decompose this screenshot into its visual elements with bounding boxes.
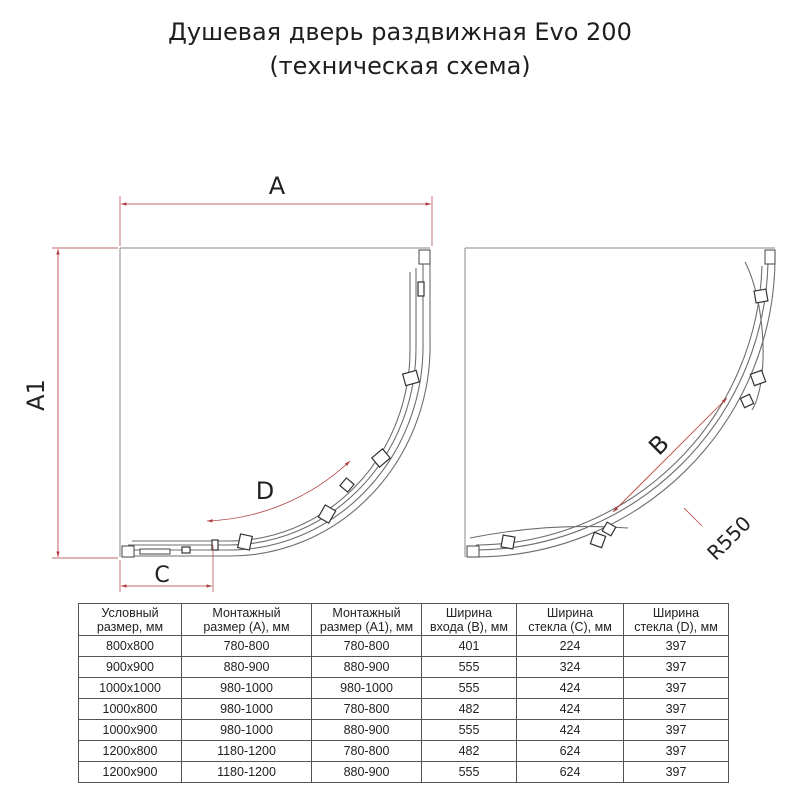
table-cell: 880-900 xyxy=(312,762,422,783)
left-bottom-hinge xyxy=(140,549,170,554)
table-cell: 900x900 xyxy=(79,657,182,678)
table-cell: 800x800 xyxy=(79,636,182,657)
dim-b-line xyxy=(613,398,727,512)
right-view xyxy=(465,248,775,565)
table-cell: 555 xyxy=(422,657,517,678)
table-cell: 624 xyxy=(517,762,624,783)
table-cell: 1180-1200 xyxy=(182,741,312,762)
table-row xyxy=(79,657,729,678)
table-cell: 1000x900 xyxy=(79,720,182,741)
dim-b-label: B xyxy=(643,429,675,461)
table-cell: 397 xyxy=(624,657,729,678)
diagram-subtitle: (техническая схема) xyxy=(269,52,531,80)
diagram-title: Душевая дверь раздвижная Evo 200 xyxy=(168,18,632,46)
col-glass-c: Ширина стекла (C), мм xyxy=(517,604,624,636)
table-cell: 880-900 xyxy=(312,720,422,741)
table-cell: 980-1000 xyxy=(182,699,312,720)
table-cell: 482 xyxy=(422,699,517,720)
table-cell: 1200x800 xyxy=(79,741,182,762)
table-row xyxy=(79,741,729,762)
right-bottom-profile xyxy=(467,546,479,557)
dim-d-label: D xyxy=(255,477,275,505)
table-row xyxy=(79,762,729,783)
table-cell: 397 xyxy=(624,678,729,699)
col-entry-b: Ширина входа (B), мм xyxy=(422,604,517,636)
col-mount-a: Монтажный размер (A), мм xyxy=(182,604,312,636)
table-cell: 224 xyxy=(517,636,624,657)
table-cell: 980-1000 xyxy=(312,678,422,699)
table-cell: 555 xyxy=(422,762,517,783)
table-cell: 324 xyxy=(517,657,624,678)
table-cell: 1180-1200 xyxy=(182,762,312,783)
left-bottom-profile xyxy=(122,546,134,557)
dim-r-leader xyxy=(684,508,702,526)
table-cell: 780-800 xyxy=(182,636,312,657)
spec-header-row xyxy=(79,604,729,636)
table-cell: 880-900 xyxy=(182,657,312,678)
table-cell: 397 xyxy=(624,720,729,741)
table-row xyxy=(79,699,729,720)
dim-r-label: R550 xyxy=(702,511,756,565)
col-glass-d: Ширина стекла (D), мм xyxy=(624,604,729,636)
table-cell: 980-1000 xyxy=(182,678,312,699)
left-top-profile xyxy=(419,250,430,264)
table-cell: 482 xyxy=(422,741,517,762)
table-row xyxy=(79,678,729,699)
left-view xyxy=(22,172,432,592)
right-top-profile xyxy=(765,250,775,264)
left-rollers xyxy=(182,282,424,553)
table-cell: 555 xyxy=(422,720,517,741)
table-cell: 1000x800 xyxy=(79,699,182,720)
table-cell: 1000x1000 xyxy=(79,678,182,699)
table-cell: 780-800 xyxy=(312,699,422,720)
table-cell: 397 xyxy=(624,762,729,783)
table-cell: 624 xyxy=(517,741,624,762)
table-cell: 424 xyxy=(517,720,624,741)
table-cell: 880-900 xyxy=(312,657,422,678)
table-row xyxy=(79,636,729,657)
table-cell: 980-1000 xyxy=(182,720,312,741)
table-cell: 1200x900 xyxy=(79,762,182,783)
table-row xyxy=(79,720,729,741)
table-cell: 397 xyxy=(624,636,729,657)
table-cell: 780-800 xyxy=(312,741,422,762)
table-cell: 401 xyxy=(422,636,517,657)
dim-a1-label: A1 xyxy=(22,379,50,411)
table-cell: 397 xyxy=(624,741,729,762)
dim-a-label: A xyxy=(268,172,286,200)
col-nominal-size: Условный размер, мм xyxy=(79,604,182,636)
table-cell: 780-800 xyxy=(312,636,422,657)
right-curved-frame xyxy=(475,260,775,557)
table-cell: 397 xyxy=(624,699,729,720)
left-curved-frame xyxy=(122,260,430,556)
table-cell: 424 xyxy=(517,699,624,720)
table-cell: 424 xyxy=(517,678,624,699)
table-cell: 555 xyxy=(422,678,517,699)
dim-c-label: C xyxy=(154,563,170,588)
col-mount-a1: Монтажный размер (A1), мм xyxy=(312,604,422,636)
spec-table xyxy=(78,603,729,783)
